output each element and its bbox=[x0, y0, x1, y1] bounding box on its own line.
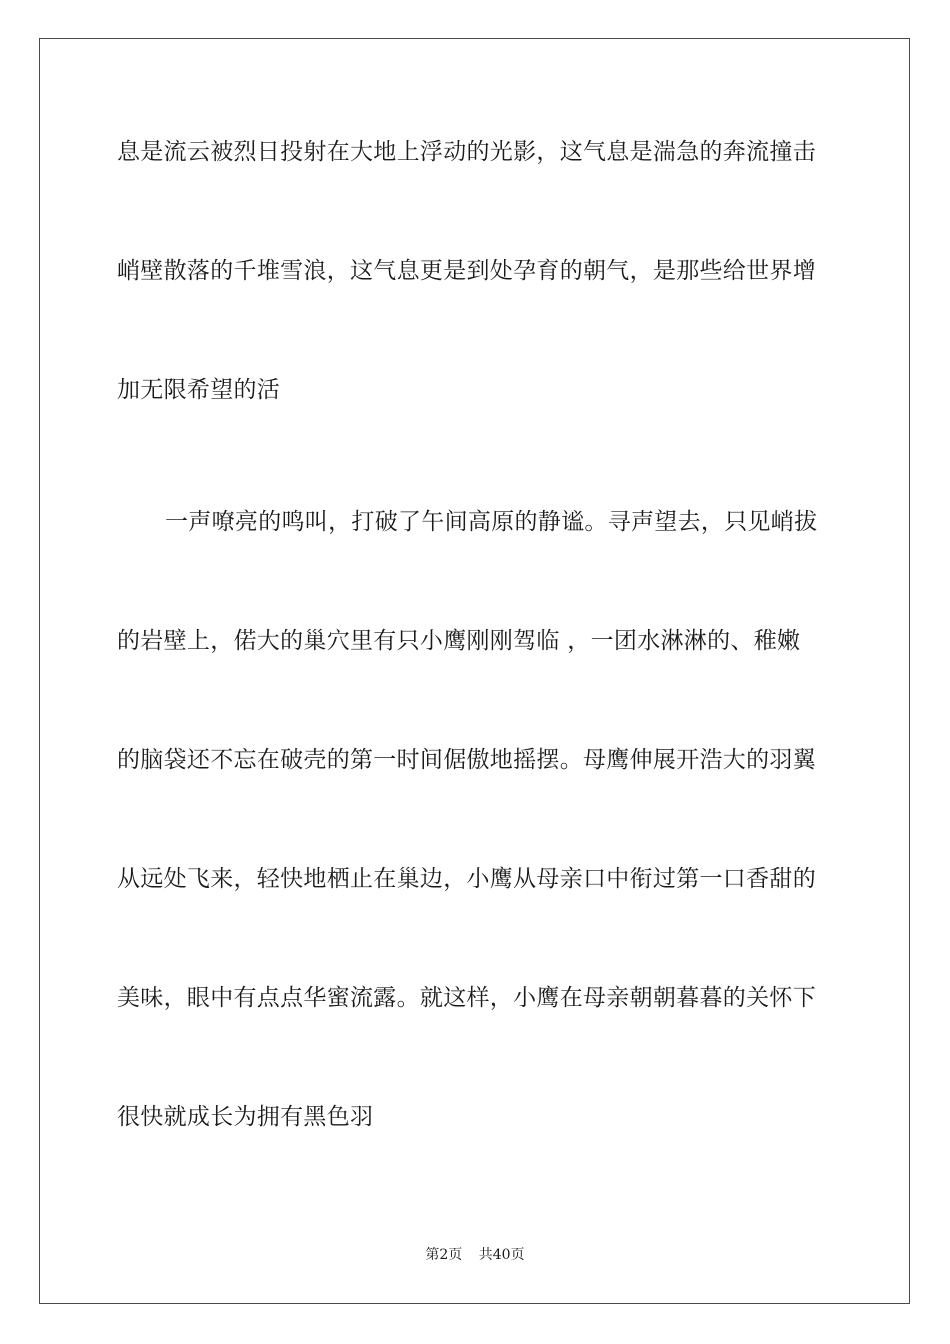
page-total: 共40页 bbox=[478, 1247, 525, 1263]
text-line-8: 美味，眼中有点点华蜜流露。就这样，小鹰在母亲朝朝暮暮的关怀下 bbox=[117, 985, 816, 1011]
text-line-1: 息是流云被烈日投射在大地上浮动的光影，这气息是湍急的奔流撞击 bbox=[117, 139, 816, 165]
text-line-2: 峭壁散落的千堆雪浪，这气息更是到处孕育的朝气，是那些给世界增 bbox=[117, 258, 816, 284]
page-footer bbox=[0, 1244, 950, 1264]
text-line-7: 从远处飞来，轻快地栖止在巢边，小鹰从母亲口中衔过第一口香甜的 bbox=[117, 866, 816, 892]
page-number: 第2页 bbox=[425, 1247, 463, 1263]
text-line-4-paragraph-start: 一声嘹亮的鸣叫，打破了午间高原的静谧。寻声望去，只见峭拔 bbox=[165, 509, 818, 535]
text-line-6: 的脑袋还不忘在破壳的第一时间倨傲地摇摆。母鹰伸展开浩大的羽翼 bbox=[117, 747, 816, 773]
text-line-5: 的岩壁上，偌大的巢穴里有只小鹰刚刚驾临 ，一团水淋淋的、稚嫩 bbox=[117, 628, 801, 654]
text-line-3: 加无限希望的活 bbox=[117, 377, 281, 403]
text-line-9: 很快就成长为拥有黑色羽 bbox=[117, 1104, 374, 1130]
